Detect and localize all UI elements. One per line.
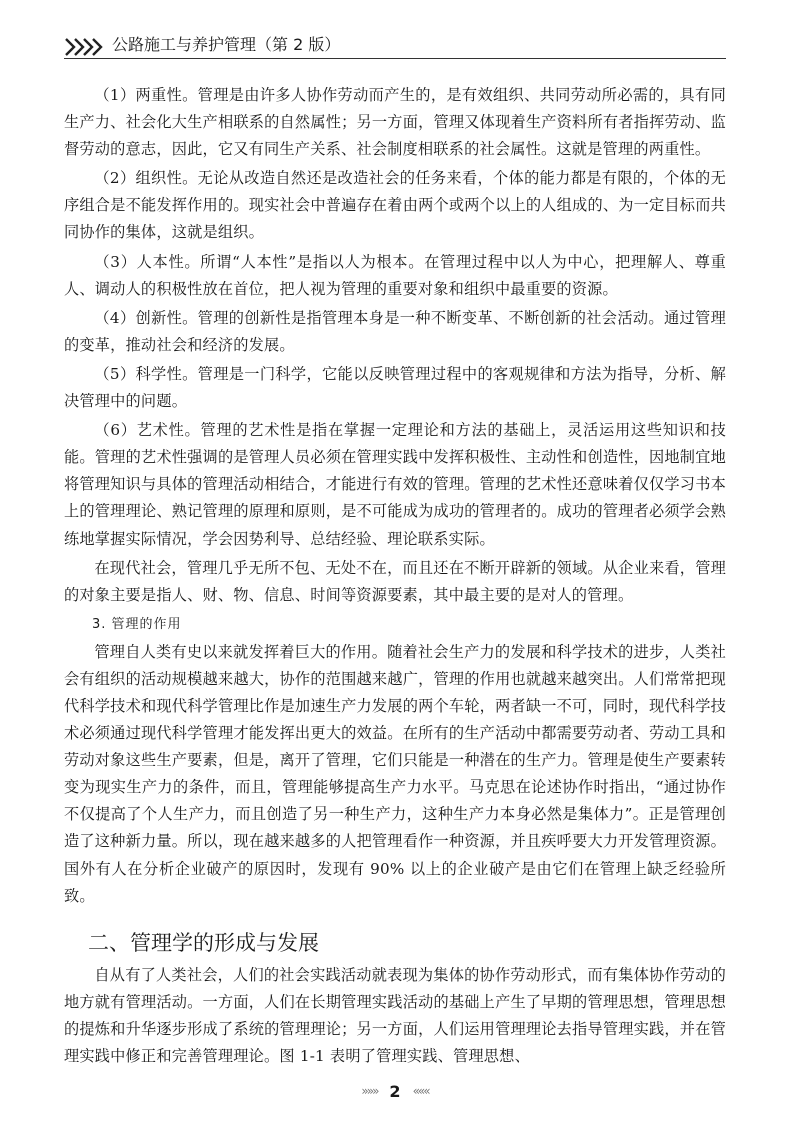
paragraph-duality: （1）两重性。管理是由许多人协作劳动而产生的，是有效组织、共同劳动所必需的，具有同生产力、社会化大生产相联系的自然属性；另一方面，管理又体现着生产资料所有者指挥劳动、监督劳动的意志，因此，它又有同生产关系、社会制度相联系的社会属性。这就是管理的两重性。 [64,86,726,159]
book-title: 公路施工与养护管理（第 2 版） [112,35,341,54]
running-header [64,34,726,66]
paragraph-science: （5）科学性。管理是一门科学，它能以反映管理过程中的客观规律和方法为指导，分析、解决管理中的问题。 [64,364,726,411]
page-number: 2 [389,1081,401,1101]
right-arrows-icon: ««« [412,1084,429,1098]
header-rule [64,58,726,59]
paragraph-formation: 自从有了人类社会，人们的社会实践活动就表现为集体的协作劳动形式，而有集体协作劳动的地方就有管理活动。一方面，人们在长期管理实践活动的基础上产生了早期的管理思想，管理思想的提炼和升华逐步形成了系统的管理理论；另一方面，人们运用管理理论去指导管理实践，并在管理实践中修正和完善管理理论。图 1-1 表明了管理实践、管理思想、 [64,966,726,1066]
section-text [64,962,726,1070]
subheading-role-of-management: 3. 管理的作用 [92,616,182,632]
paragraph-role: 管理自人类有史以来就发挥着巨大的作用。随着社会生产力的发展和科学技术的进步，人类社会有组织的活动规模越来越大，协作的范围越来越广，管理的作用也就越来越突出。人们常常把现代科学技术和现代科学管理比作是加速生产力发展的两个车轮，两者缺一不可，同时，现代科学技术必须通过现代科学管理才能发挥出更大的效益。在所有的生产活动中都需要劳动者、劳动工具和劳动对象这些生产要素，但是，离开了管理，它们只能是一种潜在的生产力。管理是使生产要素转变为现实生产力的条件，而且，管理能够提高生产力水平。马克思在论述协作时指出，“通过协作不仅提高了个人生产力，而且创造了另一种生产力，这种生产力本身必然是集体力”。正是管理创造了这种新力量。所以，现在越来越多的人把管理看作一种资源，并且疾呼要大力开发管理资源。国外有人在分析企业破产的原因时，发现有 90% 以上的企业破产是由它们在管理上缺乏经验所致。 [64,642,726,905]
left-arrows-icon: »»» [361,1084,378,1098]
section-title: 二、管理学的形成与发展 [88,931,319,955]
paragraph-art: （6）艺术性。管理的艺术性是指在掌握一定理论和方法的基础上，灵活运用这些知识和技能。管理的艺术性强调的是管理人员必须在管理实践中发挥积极性、主动性和创造性，因地制宜地将管理知识与具体的管理活动相结合，才能进行有效的管理。管理的艺术性还意味着仅仅学习书本上的管理理论、熟记管理的原理和原则，是不可能成为成功的管理者的。成功的管理者必须学会熟练地掌握实际情况，学会因势利导、总结经验、理论联系实际。 [64,421,726,548]
page-footer [0,1080,790,1101]
chevron-double-icon [64,38,104,56]
paragraph-human-centered: （3）人本性。所谓“人本性”是指以人为根本。在管理过程中以人为中心，把理解人、尊重人、调动人的积极性放在首位，把人视为管理的重要对象和组织中最重要的资源。 [64,252,726,298]
paragraph-innovation: （4）创新性。管理的创新性是指管理本身是一种不断变革、不断创新的社会活动。通过管理的变革，推动社会和经济的发展。 [64,308,726,354]
paragraph-organization: （2）组织性。无论从改造自然还是改造社会的任务来看，个体的能力都是有限的，个体的无序组合是不能发挥作用的。现实社会中普遍存在着由两个或两个以上的人组成的、为一定目标而共同协作的集体，这就是组织。 [64,169,726,242]
paragraph-modern-society: 在现代社会，管理几乎无所不包、无处不在，而且还在不断开辟新的领域。从企业来看，管理的对象主要是指人、财、物、信息、时间等资源要素，其中最主要的是对人的管理。 [64,558,726,604]
main-text [64,82,726,910]
